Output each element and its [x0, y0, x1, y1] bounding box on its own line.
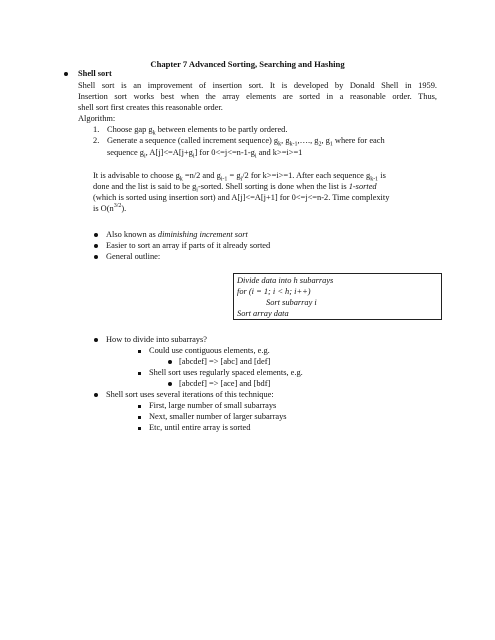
bullet-square	[138, 405, 141, 408]
note-diminishing: Also known as diminishing increment sort	[106, 230, 248, 239]
bullet-square	[138, 350, 141, 353]
step-2-text: Generate a sequence (called increment sequence) $g_k$, $g_{k-1},\dots$., $g_2$, $g_1$ where for each	[107, 136, 385, 148]
advice-line-3: (which is sorted using insertion sort) and A[j]<=A[j+1] for 0<=j<=n-2. Time complexity	[93, 193, 390, 202]
subarrays-question: How to divide into subarrays?	[106, 335, 207, 344]
advice-line-1: It is advisable to choose $g_k =n/2$ and $g_{i-1} = g_i/2$ for k>=i>=1. After each sequence $g_{k-1}$ is	[93, 171, 386, 183]
outline-line-4: Sort array data	[237, 309, 289, 318]
outline-box	[233, 273, 442, 320]
bullet-dot	[94, 233, 98, 237]
step-1-text: Choose gap $g_k$ between elements to be partly ordered.	[107, 125, 288, 137]
subarrays-contiguous: Could use contiguous elements, e.g.	[149, 346, 270, 355]
outline-line-1: Divide data into h subarrays	[237, 276, 334, 285]
page-title: Chapter 7 Advanced Sorting, Searching and Hashing	[150, 59, 345, 69]
section-heading: Shell sort	[78, 69, 112, 78]
bullet-dot	[94, 338, 98, 342]
bullet-dot	[168, 360, 172, 364]
iteration-etc: Etc, until entire array is sorted	[149, 423, 251, 432]
bullet-square	[138, 372, 141, 375]
bullet-dot	[94, 255, 98, 259]
bullet-dot	[94, 393, 98, 397]
intro-line-3: shell sort first creates this reasonable order.	[78, 103, 223, 112]
step-number-1: 1.	[93, 125, 100, 134]
bullet-dot	[94, 244, 98, 248]
bullet-dot	[64, 72, 68, 76]
note-outline: General outline:	[106, 252, 161, 261]
iterations-heading: Shell sort uses several iterations of this technique:	[106, 390, 274, 399]
subarrays-spaced: Shell sort uses regularly spaced elements, e.g.	[149, 368, 303, 377]
subarrays-spaced-example: [abcdef] => [ace] and [bdf]	[179, 379, 271, 388]
bullet-square	[138, 427, 141, 430]
iteration-first: First, large number of small subarrays	[149, 401, 277, 410]
bullet-square	[138, 416, 141, 419]
iteration-next: Next, smaller number of larger subarrays	[149, 412, 287, 421]
advice-line-4: is $O(n^{3/2})$.	[93, 203, 127, 213]
step-number-2: 2.	[93, 136, 100, 145]
algorithm-label: Algorithm:	[78, 114, 116, 123]
outline-line-3: Sort subarray i	[266, 298, 317, 307]
step-2-text-cont: sequence $g_i$, $A[j]<=A[j+g_i]$ for $0<=j<=n-1-g_i$ and k>=i>=1	[107, 148, 303, 160]
intro-line-2: Insertion sort works best when the array elements are sorted in a reasonable order. Thus,	[78, 92, 437, 101]
bullet-dot	[168, 382, 172, 386]
advice-line-2: done and the list is said to be $g_i$-sorted. Shell sorting is done when the list is 1-sorted	[93, 182, 377, 194]
intro-line-1: Shell sort is an improvement of insertion sort. It is developed by Donald Shell in 1959.	[78, 81, 437, 90]
outline-line-2: for (i = 1; i < h; i++)	[237, 287, 311, 296]
subarrays-contiguous-example: [abcdef] => [abc] and [def]	[179, 357, 271, 366]
note-easier: Easier to sort an array if parts of it already sorted	[106, 241, 271, 250]
